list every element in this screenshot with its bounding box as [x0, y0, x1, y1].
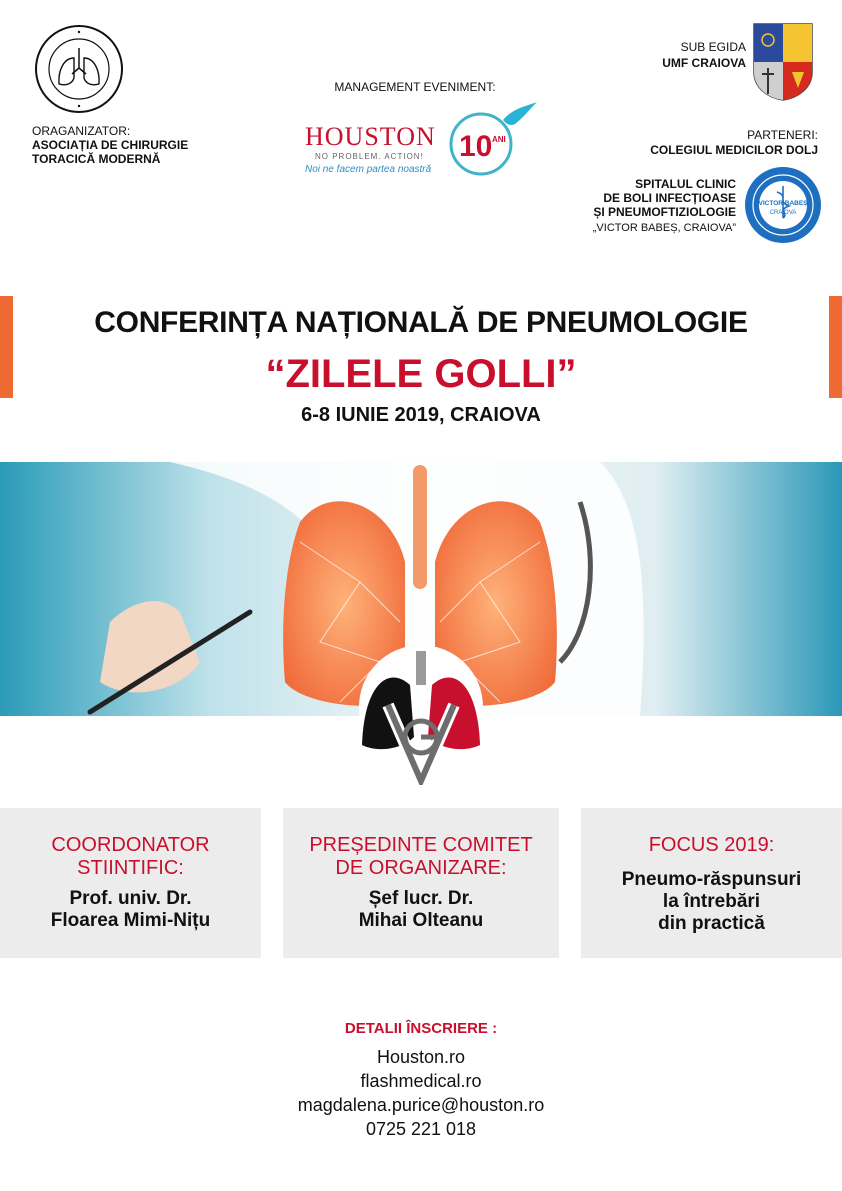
hospital-line4: „VICTOR BABEȘ, CRAIOVA” — [592, 222, 736, 234]
conference-title: CONFERINȚA NAȚIONALĂ DE PNEUMOLOGIE — [94, 306, 748, 339]
box-body — [0, 888, 261, 932]
box-title-line1: COORDONATOR — [51, 834, 210, 856]
details-email[interactable]: magdalena.purice@houston.ro — [297, 1095, 545, 1115]
vg-logo — [358, 645, 484, 785]
box-title — [283, 834, 559, 880]
details-website-flashmedical[interactable]: flashmedical.ro — [360, 1071, 482, 1091]
hummingbird-icon — [503, 102, 537, 125]
organizer-name-line1: ASOCIAȚIA DE CHIRURGIE — [32, 138, 189, 152]
anniversary-number: 10 — [459, 130, 493, 163]
houston-logo — [305, 92, 540, 182]
hospital-line1: SPITALUL CLINIC — [635, 177, 736, 191]
hospital-name — [500, 177, 736, 219]
seal-text-line1: VICTOR BABEȘ — [758, 200, 808, 207]
egida-role: SUB EGIDA — [680, 40, 746, 54]
egida-name: UMF CRAIOVA — [662, 56, 746, 70]
lungs-seal-icon — [34, 24, 124, 114]
partners-role: PARTENERI: — [747, 128, 818, 142]
details-title: DETALII ÎNSCRIERE : — [344, 1020, 498, 1037]
box-body-line2: Mihai Olteanu — [358, 910, 484, 931]
box-title — [0, 834, 261, 880]
box-title — [581, 834, 842, 857]
box-title-line1: FOCUS 2019: — [648, 834, 775, 856]
box-body-line1: Șef lucr. Dr. — [368, 888, 474, 909]
box-body-line2: la întrebări — [662, 891, 761, 912]
details-website-houston[interactable]: Houston.ro — [376, 1047, 466, 1067]
organizer-logo — [34, 24, 124, 114]
hospital-seal — [744, 166, 822, 244]
box-body-line3: din practică — [658, 913, 765, 934]
conference-dates: 6-8 IUNIE 2019, CRAIOVA — [301, 404, 541, 426]
box-body — [283, 888, 559, 932]
conference-subtitle: “ZILELE GOLLI” — [265, 352, 577, 396]
box-title-line2: DE ORGANIZARE: — [335, 857, 507, 879]
partners-name: COLEGIUL MEDICILOR DOLJ — [650, 143, 818, 157]
organizer-role: ORAGANIZATOR: — [32, 124, 131, 138]
crest-icon — [752, 22, 814, 102]
coordinator-box — [0, 808, 261, 958]
anniversary-word: ANI — [492, 135, 506, 144]
box-title-line2: STIINTIFIC: — [77, 857, 184, 879]
details-phone[interactable]: 0725 221 018 — [365, 1119, 477, 1139]
title-accent-right — [829, 296, 842, 398]
houston-tagline: Noi ne facem partea noastră — [305, 164, 432, 175]
hospital-line2: DE BOLI INFECȚIOASE — [603, 191, 736, 205]
houston-slogan: NO PROBLEM. ACTION! — [315, 152, 424, 161]
box-body-line1: Prof. univ. Dr. — [69, 888, 192, 909]
title-accent-left — [0, 296, 13, 398]
organizer-name-line2: TORACICĂ MODERNĂ — [32, 152, 161, 166]
focus-box — [581, 808, 842, 958]
box-body — [581, 869, 842, 935]
organizer-name — [32, 138, 232, 166]
box-body-line2: Floarea Mimi-Nițu — [50, 910, 211, 931]
seal-text-line2: CRAIOVA — [769, 210, 797, 216]
houston-brand: HOUSTON — [305, 122, 436, 151]
management-label: MANAGEMENT EVENIMENT: — [334, 80, 496, 94]
president-box — [283, 808, 559, 958]
box-title-line1: PREȘEDINTE COMITET — [309, 834, 533, 856]
box-body-line1: Pneumo-răspunsuri — [621, 869, 802, 890]
hospital-line3: ȘI PNEUMOFTIZIOLOGIE — [593, 205, 736, 219]
